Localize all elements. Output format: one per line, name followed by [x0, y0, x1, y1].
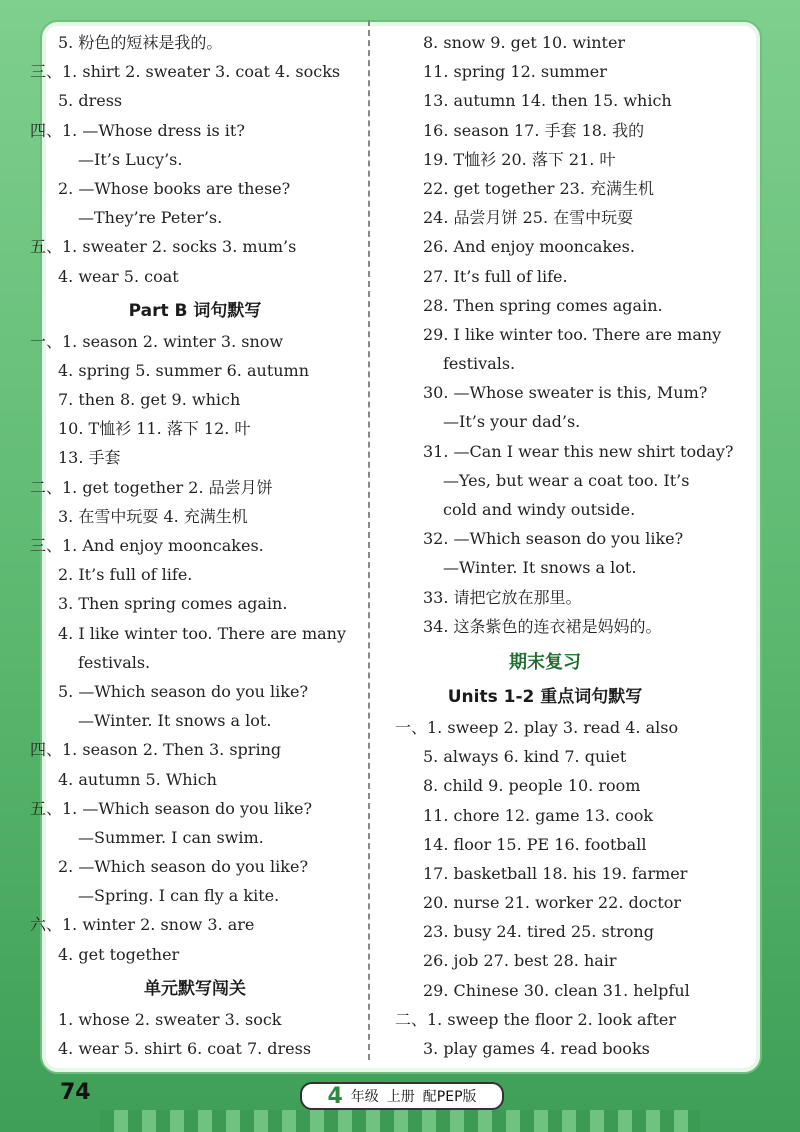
- answer-line: 3. 在雪中玩耍 4. 充满生机: [58, 506, 248, 526]
- answer-line: festivals.: [443, 354, 516, 374]
- answer-line: 26. job 27. best 28. hair: [423, 951, 617, 971]
- answer-line: 34. 这条紫色的连衣裙是妈妈的。: [423, 616, 662, 636]
- answer-line: festivals.: [78, 652, 151, 672]
- answer-line: —Summer. I can swim.: [78, 827, 264, 847]
- answer-line: 32. —Which season do you like?: [423, 529, 684, 549]
- answer-line: 四、1. season 2. Then 3. spring: [30, 740, 282, 760]
- answer-line: 14. floor 15. PE 16. football: [423, 834, 647, 854]
- answer-line: 13. autumn 14. then 15. which: [423, 91, 672, 111]
- answer-line: 8. child 9. people 10. room: [423, 776, 641, 796]
- answer-line: 2. —Which season do you like?: [58, 857, 309, 877]
- answer-line: 13. 手套: [58, 448, 121, 468]
- grade-number: 4: [327, 1083, 343, 1109]
- answer-line: 4. wear 5. coat: [58, 266, 179, 286]
- answer-line: 5. always 6. kind 7. quiet: [423, 747, 627, 767]
- answer-line: 五、1. —Which season do you like?: [30, 798, 313, 818]
- answer-line: 24. 品尝月饼 25. 在雪中玩耍: [423, 208, 634, 228]
- right-column: [395, 28, 734, 1063]
- answer-line: 4. get together: [58, 944, 180, 964]
- answer-line: 5. dress: [58, 91, 123, 111]
- answer-line: 3. play games 4. read books: [423, 1039, 650, 1058]
- answer-line: 16. season 17. 手套 18. 我的: [423, 120, 645, 140]
- answer-line: 17. basketball 18. his 19. farmer: [423, 863, 688, 883]
- answer-line: 六、1. winter 2. snow 3. are: [30, 915, 255, 935]
- answer-line: 30. —Whose sweater is this, Mum?: [423, 383, 708, 403]
- answer-line: 28. Then spring comes again.: [423, 295, 663, 315]
- answer-line: —They’re Peter’s.: [78, 208, 223, 228]
- answer-line: 23. busy 24. tired 25. strong: [423, 922, 654, 942]
- section-subtitle: Part B 词句默写: [128, 300, 262, 321]
- answer-line: 33. 请把它放在那里。: [423, 587, 582, 607]
- answer-line: 8. snow 9. get 10. winter: [423, 33, 626, 52]
- left-column: [30, 28, 360, 1063]
- answer-line: 三、1. And enjoy mooncakes.: [30, 536, 264, 555]
- answer-line: 三、1. shirt 2. sweater 3. coat 4. socks: [30, 62, 341, 82]
- answer-line: cold and windy outside.: [443, 500, 636, 519]
- answer-line: 19. T恤衫 20. 落下 21. 叶: [423, 149, 616, 169]
- column-divider: [368, 20, 370, 1060]
- answer-line: 11. spring 12. summer: [423, 62, 607, 82]
- answer-line: 26. And enjoy mooncakes.: [423, 237, 635, 257]
- answer-line: 一、1. sweep 2. play 3. read 4. also: [395, 717, 679, 737]
- answer-line: 27. It’s full of life.: [423, 266, 568, 286]
- answer-line: —It’s your dad’s.: [443, 412, 581, 432]
- section-subtitle: 单元默写闯关: [144, 978, 246, 999]
- answer-line: 4. wear 5. shirt 6. coat 7. dress: [58, 1039, 312, 1058]
- answer-line: 7. then 8. get 9. which: [58, 390, 241, 410]
- answer-line: —Yes, but wear a coat too. It’s: [443, 470, 690, 490]
- answer-line: 2. It’s full of life.: [58, 565, 193, 585]
- answer-line: 二、1. sweep the floor 2. look after: [395, 1009, 677, 1029]
- answer-line: 4. I like winter too. There are many: [58, 623, 347, 643]
- answer-line: 29. I like winter too. There are many: [423, 324, 722, 344]
- answer-line: 四、1. —Whose dress is it?: [30, 120, 245, 140]
- answer-line: —It’s Lucy’s.: [78, 149, 183, 169]
- answer-line: 5. —Which season do you like?: [58, 681, 309, 701]
- answer-line: 五、1. sweater 2. socks 3. mum’s: [30, 237, 297, 257]
- answer-line: 11. chore 12. game 13. cook: [423, 805, 654, 825]
- footer-book-info: [300, 1082, 504, 1110]
- section-subtitle: Units 1-2 重点词句默写: [447, 686, 643, 707]
- page-number: 74: [60, 1080, 91, 1105]
- answer-line: 一、1. season 2. winter 3. snow: [30, 331, 284, 351]
- answer-line: 31. —Can I wear this new shirt today?: [423, 441, 734, 461]
- decorative-bottom-strip: [100, 1110, 700, 1132]
- grade-label: 年级: [350, 1089, 379, 1105]
- edition-label: 配PEP版: [422, 1089, 477, 1105]
- answer-line: 22. get together 23. 充满生机: [423, 178, 655, 198]
- term-label: 上册: [386, 1089, 415, 1105]
- answer-line: 4. spring 5. summer 6. autumn: [58, 360, 310, 380]
- answer-line: —Spring. I can fly a kite.: [78, 886, 280, 906]
- answer-line: 3. Then spring comes again.: [58, 594, 288, 614]
- answer-line: 2. —Whose books are these?: [58, 178, 291, 198]
- section-title: 期末复习: [509, 651, 581, 673]
- answer-line: 5. 粉色的短袜是我的。: [58, 33, 223, 52]
- answer-line: 4. autumn 5. Which: [58, 769, 217, 789]
- answer-line: 二、1. get together 2. 品尝月饼: [30, 477, 273, 497]
- answer-line: 10. T恤衫 11. 落下 12. 叶: [58, 419, 251, 439]
- answer-line: 1. whose 2. sweater 3. sock: [58, 1009, 282, 1029]
- answer-line: 29. Chinese 30. clean 31. helpful: [423, 980, 690, 1000]
- answer-line: —Winter. It snows a lot.: [443, 558, 637, 578]
- answer-line: —Winter. It snows a lot.: [78, 711, 272, 731]
- answer-line: 20. nurse 21. worker 22. doctor: [423, 893, 682, 913]
